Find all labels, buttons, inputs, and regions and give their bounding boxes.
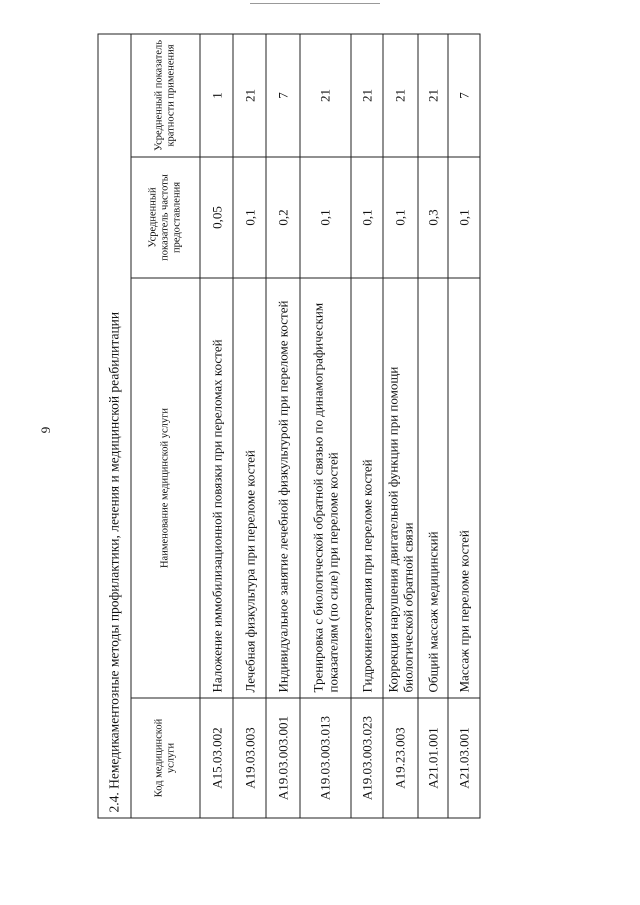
service-name: Тренировка с биологической обратной связью по динамографическим показателям (по силе) при переломе костей bbox=[300, 278, 351, 698]
service-name: Общий массаж медицинский bbox=[417, 278, 448, 698]
multiplicity-value: 21 bbox=[350, 34, 382, 157]
service-code: A21.03.001 bbox=[448, 698, 480, 818]
service-code: A19.03.003.013 bbox=[300, 698, 351, 818]
table-row bbox=[199, 34, 233, 818]
multiplicity-value: 21 bbox=[233, 34, 266, 157]
header-frequency: Усредненный показатель частоты предоставления bbox=[130, 157, 199, 278]
scan-artifact-line bbox=[250, 3, 380, 4]
service-code: A19.23.003 bbox=[382, 698, 417, 818]
multiplicity-value: 7 bbox=[266, 34, 300, 157]
header-multiplicity: Усредненный показатель кратности применения bbox=[130, 34, 199, 157]
rotated-table-container bbox=[97, 34, 480, 818]
service-code: A19.03.003.001 bbox=[266, 698, 300, 818]
services-table bbox=[97, 33, 480, 818]
frequency-value: 0,3 bbox=[417, 157, 448, 278]
service-name: Индивидуальное занятие лечебной физкультурой при переломе костей bbox=[266, 278, 300, 698]
multiplicity-value: 1 bbox=[199, 34, 233, 157]
service-code: A19.03.003.023 bbox=[350, 698, 382, 818]
service-name: Коррекция нарушения двигательной функции при помощи биологической обратной связи bbox=[382, 278, 417, 698]
service-code: A21.01.001 bbox=[417, 698, 448, 818]
frequency-value: 0,1 bbox=[300, 157, 351, 278]
table-row bbox=[382, 34, 417, 818]
table-row bbox=[266, 34, 300, 818]
service-name: Наложение иммобилизационной повязки при переломах костей bbox=[199, 278, 233, 698]
multiplicity-value: 21 bbox=[382, 34, 417, 157]
header-row bbox=[130, 34, 199, 818]
table-row bbox=[300, 34, 351, 818]
table-row bbox=[233, 34, 266, 818]
frequency-value: 0,1 bbox=[448, 157, 480, 278]
frequency-value: 0,05 bbox=[199, 157, 233, 278]
service-name: Массаж при переломе костей bbox=[448, 278, 480, 698]
frequency-value: 0,1 bbox=[233, 157, 266, 278]
header-code: Код медицинской услуги bbox=[130, 698, 199, 818]
frequency-value: 0,1 bbox=[350, 157, 382, 278]
frequency-value: 0,1 bbox=[382, 157, 417, 278]
service-name: Гидрокинезотерапия при переломе костей bbox=[350, 278, 382, 698]
frequency-value: 0,2 bbox=[266, 157, 300, 278]
service-name: Лечебная физкультура при переломе костей bbox=[233, 278, 266, 698]
multiplicity-value: 21 bbox=[300, 34, 351, 157]
header-name: Наименование медицинской услуги bbox=[130, 278, 199, 698]
page-number: 9 bbox=[38, 426, 53, 434]
service-code: A19.03.003 bbox=[233, 698, 266, 818]
table-row bbox=[417, 34, 448, 818]
section-title: 2.4. Немедикаментозные методы профилактики, лечения и медицинской реабилитации bbox=[98, 34, 131, 818]
table-row bbox=[448, 34, 480, 818]
table-row bbox=[350, 34, 382, 818]
service-code: A15.03.002 bbox=[199, 698, 233, 818]
multiplicity-value: 21 bbox=[417, 34, 448, 157]
section-title-row bbox=[98, 34, 131, 818]
multiplicity-value: 7 bbox=[448, 34, 480, 157]
